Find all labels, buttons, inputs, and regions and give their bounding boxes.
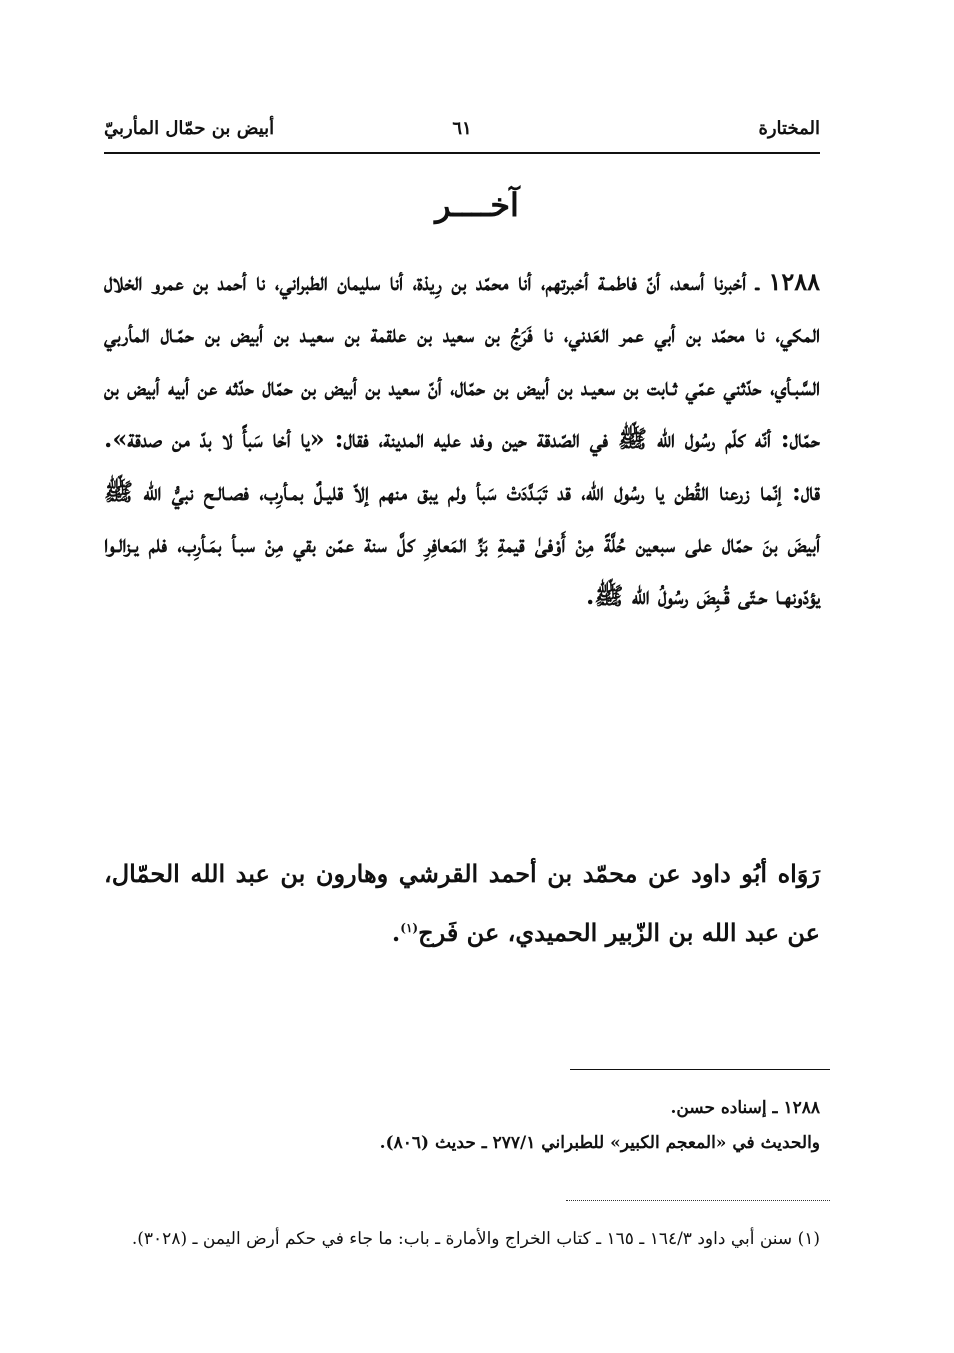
riwaya-text: رَوَاه أبُو داود عن محمّد بن أحمد القرشي وهارون بن عبد الله الحمّال، عن عبد الله بن الزّبير الحميدي، عن فَرج: [104, 859, 820, 947]
book-title: المختارة: [758, 118, 820, 139]
notes-separator: [570, 1069, 830, 1070]
section-heading: آخــــر: [435, 186, 519, 224]
chapter-title: أبيض بن حمّال المأربيّ: [104, 118, 275, 139]
page-number: ٦١: [452, 118, 472, 139]
riwaya-end: .: [391, 918, 401, 947]
riwaya-paragraph: [104, 846, 820, 960]
footnote-text: (١) سنن أبي داود ١٦٤/٣ ـ ١٦٥ ـ كتاب الخراج والأمارة ـ باب: ما جاء في حكم أرض اليمن ـ (٣٠٢٨).: [131, 1229, 820, 1249]
source-note: والحديث في «المعجم الكبير» للطبراني ٢٧٧/١ ـ حديث (٨٠٦).: [379, 1133, 820, 1153]
hadith-paragraph: ١٢٨٨ ـ أخبرنا أسعد، أنّ فاطمـة أخبرتهم، أنا محمّد بن رِيذة، أنا سليمان الطبراني، نا أحمد بن عمرو الخلال المكي، نا محمّد بن أبي عمر العَدني، نا فَرَجُ بن سعيد بن علقمة بن سعيـد بن أبيض بن حمّـال المأربي السَّبـأي، حدّثني عمّي ثـابت بن سعيـد بن أبيض بن حمّال، أنّ سعيد بن أبيض بن حمّال حدّثه عن أبيه أبيض بن حمّال: أنّه كلّم رسُول الله ﷺ في الصّدقة حين وفد عليه المدينة، فقال: «يا أخا سَبأً لا بدّ من صدقة». قال: إنّما زرعنا القُطن يا رسُول الله، قد تَبَـدَّدَتْ سَبأ ولم يبق منهم إلاّ قليـلٌ بمـأرِب، فصـالـح نبيُّ الله ﷺ أبيضَ بنَ حمّال على سبعين حُلَّةً مِنْ أَوْفىٰ قيمةِ بَزِّ المَعافِرِ كلَّ سنة عمّن بقي مِنْ سبـأ بمَـأرِب، فلم يـزالـوا يؤدّونهـا حـتّى قُـبِضَ رسُولُ الله ﷺ.: [104, 267, 821, 611]
footnote-separator: [566, 1200, 830, 1201]
footnote-marker: (١): [400, 921, 419, 935]
isnad-note: ١٢٨٨ ـ إسناده حسن.: [670, 1098, 820, 1118]
running-header: [104, 112, 820, 154]
